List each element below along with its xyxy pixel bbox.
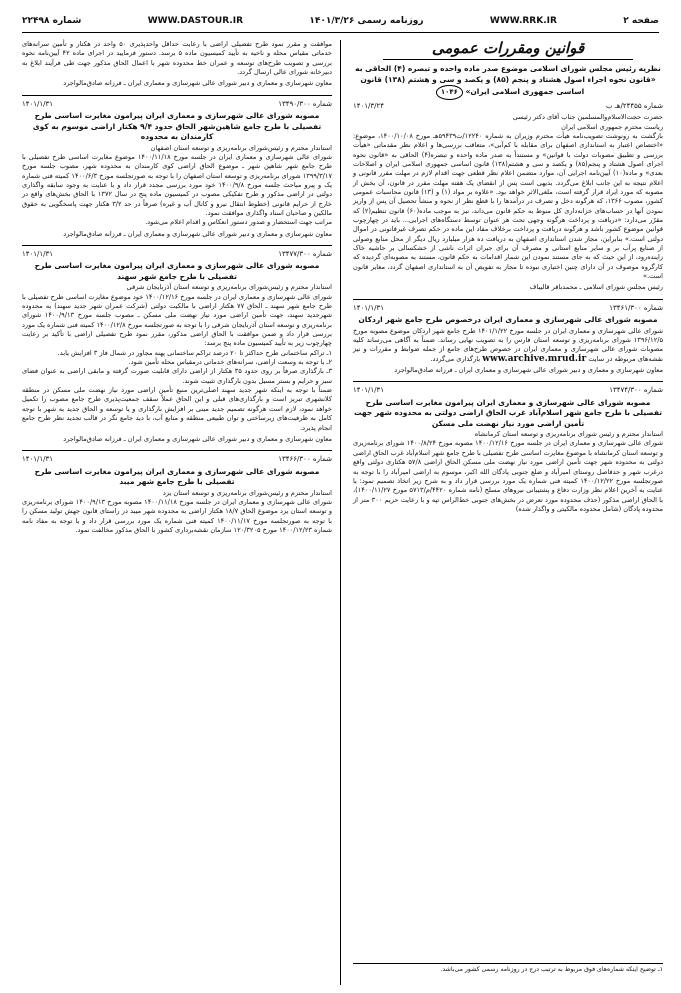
footnote: ۱ـ توضیح اینکه شماره‌های فوق مربوط به ترتیب درج در روزنامه رسمی کشور می‌باشد.	[353, 963, 663, 973]
article-ref	[22, 455, 332, 464]
addressee: استاندار محترم و رئیس‌شورای برنامه‌ریزی و توسعه استان یزد	[162, 488, 332, 497]
signature: معاون شهرسازی و معماری و دبیر شورای عالی شهرسازی و معماری ایران ـ فرزانه صادق‌مالواجرد	[63, 434, 332, 443]
separator	[22, 245, 332, 246]
separator	[353, 299, 663, 300]
article-title: مصوبه شورای عالی شهرسازی و معماری ایران پیرامون مغایرت اساسی طرح تفصیلی با طرح جامع شاهین‌شهر الحاق حدود ۹/۴ هکتار اراضی موسوم به کوی کارمندان به محدوده	[32, 111, 322, 142]
article-ref	[22, 100, 332, 109]
separator	[22, 450, 332, 451]
list-item: ۲ـ با توجه به وسعت اراضی، سرانه‌های خدماتی درمقیاس محله تأمین شود.	[128, 358, 332, 367]
article-body: شورای عالی شهرسازی و معماری ایران در جلسه مورخ ۱۴۰۰/۱۱/۱۸ موضوع مغایرت اساسی طرح تفصیلی با طرح جامع شهر شاهین شهر ـ موضوع الحاق اراضی کوی کارمندان به محدوده شهر، مصوب جلسه مورخ ۱۳۹۹/۳/۱۷ شورای برنامه‌ریزی و توسعه استان اصفهان را با توجه به صورتجلسه مورخ ۱۴۰۰/۶/۳ کمیته فنی شماره یک و پیرو مباحث جلسه مورخ ۱۴۰۰/۹/۸ خود مورد بررسی مجدد قرار داد و با عنایت به وجود سابقه واگذاری دولتی در اراضی مذکور و طرح تفکیکی مصوب در کمیسیون ماده پنج در سال ۱۳۷۲ با الحاق بخش‌های واقع در خارج از حرایم قانونی (خطوط انتقال نیرو و کانال آب و غیره) صرفاً در حد ۳/۲ هکتار جهت پاسخگویی به حقوق مالکین و صاحبان اسناد واگذاری موافقت نمود.	[22, 152, 333, 217]
ref-number: شماره ۱۳۴۷۴/۳۰۰	[609, 386, 663, 395]
article-body: شورای عالی شهرسازی و معماری ایران در جلسه مورخ ۱۴۰۱/۱/۲۲ طرح جامع شهر اردکان موضوع مصوبه مورخ ۱۳۹۶/۱۲/۵ شورای برنامه‌ریزی و توسعه استان فارس را به تصویب نهایی رساند. ضمناً به آگاهی می‌رساند کلیه مصوبات شورای عالی شهرسازی و معماری ایران در خصوص طرح‌های جامع از جمله ضوابط و مقررات و نیز نقشه‌های مربوطه در سایت www.archive.mrud.ir بارگذاری می‌گردد.	[353, 326, 663, 364]
page-number: صفحه ۲	[623, 16, 659, 26]
article-title: مصوبه شورای عالی شهرسازی و معماری ایران پیرامون مغایرت اساسی طرح تفصیلی با طرح جامع شهر اسلام‌آباد غرب الحاق اراضی دولتی به محدوده شهر جهت تأمین اراضی مورد نیاز نهضت ملی مسکن	[353, 397, 663, 428]
left-column	[22, 40, 332, 535]
article-body: موافقت و مقرر نمود طرح تفصیلی اراضی با رعایت حداقل واحدپذیری ۵۰ واحد در هکتار و تأمین سرانه‌های خدماتی مقیاس محله و ناحیه به تأیید کمیسیون ماده ۵ برسد. دستور فرمایید در اجرای ماده ۴۲ آیین‌نامه نحوه بررسی و تصویب طرح‌های توسعه و عمران خط محدوده شهر با اعمال الحاق مذکور جهت طی فرآیند ابلاغ به دبیرخانه شورای عالی ارسال گردد.	[22, 40, 332, 77]
article-ref	[353, 304, 663, 313]
separator	[353, 381, 663, 382]
article-ref	[22, 250, 332, 259]
ref-date: ۱۴۰۱/۱/۳۱	[353, 303, 385, 312]
article-body: شورای عالی شهرسازی و معماری ایران در جلسه مورخ ۱۴۰۰/۱۲/۱۶ خود موضوع مغایرت اساسی طرح تفصیلی با طرح جامع شهر سهند ـ الحاق ۷۷ هکتار اراضی با مالکیت دولتی (شرکت عمران شهر جدید سهند) به محدوده شهرجدید سهند، جهت تأمین اراضی مورد نیاز نهضت ملی مسکن ـ مصوب جلسه مورخ ۱۴۰۰/۹/۱۳ شورای برنامه‌ریزی و توسعه استان آذربایجان شرقی را با توجه به صورتجلسه مورخ ۱۴۰۰/۱۲/۸ کمیته فنی شماره یک مورد بررسی قرار داد و ضمن موافقت با الحاق اراضی مذکور، مقرر نمود طرح تفصیلی اراضی با تأکید بر رعایت چهارچوب زیر به تأیید کمیسیون ماده پنج برسد:	[22, 292, 332, 348]
article-title: نظریه رئیس مجلس شورای اسلامی موضوع صدر ماده واحده و تبصره (۴) الحاقی به «قانون نحوه اجراء اصول هشتاد و پنجم (۸۵) و یکصد و سی و هشتم (۱۳۸) قانون اساسی جمهوری اسلامی ایران» ۱۰۴۶	[353, 64, 663, 100]
stamp-number: ۱۰۴۶	[436, 85, 463, 100]
separator	[22, 95, 332, 96]
article-body: مراتب جهت استحضار و صدور دستور انعکاس و اقدام اعلام می‌شود.	[145, 218, 332, 227]
list-item: ۱ـ تراکم ساختمانی طرح حداکثر تا ۲۰ درصد تراکم ساختمانی پهنه مجاور در شمال فاز ۳ افزایش یابد.	[57, 348, 332, 357]
signature: رئیس مجلس شورای اسلامی ـ محمدباقر قالیباف	[529, 283, 663, 292]
ref-number: شماره ۱۳۴۶۶/۳۰۰	[278, 455, 332, 464]
article-title: مصوبه شورای عالی شهرسازی و معماری ایران پیرامون مغایرت اساسی طرح تفصیلی با طرح جامع شهر سهند	[34, 261, 320, 281]
header-rule	[22, 32, 659, 33]
ref-number: شماره ۱۳۴۹۰/۳۰۰	[278, 99, 332, 108]
article-body: شورای عالی شهرسازی و معماری ایران در جلسه مورخ ۱۴۰۰/۱۱/۱۸ مصوبه مورخ ۱۴۰۰/۹/۱۳ شورای برنامه‌ریزی و توسعه استان یزد موضوع الحاق ۱۸/۷ هکتار اراضی به محدوده شهر میبد در راستای قانون جهش تولید مسکن را با توجه به صورتجلسه مورخ ۱۴۰۰/۱۱/۱۷ کمیته فنی شماره یک مورد بررسی قرار داد و با توجه به مفاد نامه شماره ۱۴۰۰/۱۲/۲۳ مورخ ۱۲۰/۳۲۰۵ سازمان نقشه‌برداری کشور با الحاق مذکور مخالفت نمود.	[22, 497, 333, 534]
article-ref	[353, 102, 663, 111]
page-header	[22, 12, 659, 30]
addressee: استاندار محترم و رئیس شورای برنامه‌ریزی و توسعه استان کرمانشاه	[474, 430, 663, 439]
site-link-rrk[interactable]: WWW.RRK.IR	[489, 16, 557, 26]
addressee: استاندار محترم و رئیس‌شورای برنامه‌ریزی و توسعه استان آذربایجان شرقی	[126, 283, 332, 292]
signature: معاون شهرسازی و معماری و دبیر شورای عالی شهرسازی و معماری ایران ـ فرزانه صادق‌مالواجرد	[63, 229, 332, 238]
ref-number: شماره ۱۳۴۶۱/۳۰۰	[609, 303, 663, 312]
article-body: شورای عالی شهرسازی و معماری ایران در جلسه مورخ ۱۴۰۰/۱۲/۱۶ مصوبه مورخ ۱۴۰۰/۸/۲۴ شورای برنامه‌ریزی و توسعه استان کرمانشاه با موضوع مغایرت اساسی طرح تفصیلی با طرح جامع شهر اسلام‌آباد غرب الحاق اراضی دولتی به محدوده شهر جهت تأمین اراضی مورد نیاز نهضت ملی مسکن الحاق اراضی ۵۷/۸ هکتاری دولتی واقع درغرب شهر و حدفاصل روستای امیرآباد و ضلع جنوبی پادگان الله اکبر، موسوم به اراضی امیرآباد را با توجه به صورتجلسه مورخ ۱۴۰۰/۱۲/۲۲ کمیته فنی شماره یک مورد بررسی قرار داد و به شرح زیر اتخاذ تصمیم نمود: با عنایت به آخرین اعلام نظر وزارت دفاع و پشتیبانی نیروهای مسلح (نامه شماره ۴۴۲۰/م/۵۷۱۳ مورخ ۱۴۰۰/۱۱/۲۷)، با الحاق اراضی مذکور (حذف محدوده مورد تعرض در بخش‌های جنوبی خط‌الراس تپه و با رعایت حریم ۳۰۰ متر از محدوده پادگان (شامل محدوده مالکیتی و واگذار شده)	[353, 439, 664, 513]
ref-number: شماره ۱۳۴۷۷/۳۰۰	[278, 250, 332, 258]
ref-date: ۱۴۰۱/۱/۳۱	[22, 250, 54, 258]
article-title: مصوبه شورای عالی شهرسازی و معماری ایران پیرامون مغایرت اساسی طرح تفصیلی با طرح جامع شهر میبد	[34, 466, 320, 487]
issue-date: روزنامه رسمی ۱۴۰۱/۳/۲۶	[309, 16, 424, 26]
ref-date: ۱۴۰۱/۱/۳۱	[22, 99, 54, 108]
article-body: ضمناً با توجه به اینکه شهر جدید سهند اصلی‌ترین منبع تأمین اراضی مورد نیاز نهضت ملی مسکن در منطقه کلانشهری تبریز است و بارگذاری‌های قبلی و این الحاق عملاً سقف جمعیت‌پذیری طرح جامع مصوب را تکمیل خواهد نمود، لازم است هرگونه تصمیم جدید مبنی بر افزایش بارگذاری و یا توسعه و الحاق جدید به شهر با توجه کامل به ظرفیت‌های زیرساختی و توان طبیعی منطقه و منابع آب، با دید جامع نگر در قالب تجدید نظر طرح جامع انجام پذیرد.	[22, 386, 332, 432]
addressee: حضرت حجت‌الاسلام‌والمسلمین جناب آقای دکتر رئیسی	[512, 113, 663, 122]
site-link-dastour[interactable]: WWW.DASTOUR.IR	[147, 16, 244, 26]
section-ribbon: قوانین ومقررات عمومی	[431, 39, 585, 57]
list-item: ۳ـ بارگذاری صرفاً بر روی حدود ۳۵ هکتار از اراضی دارای قابلیت صورت گرفته و مابقی اراضی به عنوان فضای سبز و حرایم و بستر مسیل بدون بارگذاری تثبیت شوند.	[22, 367, 332, 385]
ref-number: شماره ۲۴۴۵۵/هـ ب	[605, 101, 663, 110]
archive-link[interactable]: www.archive.mrud.ir	[482, 353, 587, 364]
ref-date: ۱۴۰۱/۱/۳۱	[22, 455, 54, 464]
signature: معاون شهرسازی و معماری و دبیر شورای عالی شهرسازی و معماری ایران ـ فرزانه صادق‌مالواجرد	[63, 79, 332, 88]
article-ref	[353, 386, 663, 395]
column-divider	[340, 40, 341, 985]
right-column	[353, 40, 663, 514]
article-title: مصوبه شورای عالی شهرسازی و معماری ایران درخصوص طرح جامع شهر اردکان	[358, 315, 658, 325]
addressee: استاندار محترم و رئیس‌شورای برنامه‌ریزی و توسعه استان اصفهان	[150, 143, 332, 152]
ribbon-rule	[383, 59, 633, 60]
signature: معاون شهرسازی و معماری و دبیر شورای عالی شهرسازی و معماری ایران ـ فرزانه صادق‌مالواجرد	[394, 365, 663, 374]
ref-date: ۱۴۰۱/۳/۲۴	[353, 101, 385, 110]
addressee: ریاست محترم جمهوری اسلامی ایران	[561, 122, 663, 131]
issue-number: شماره ۲۲۴۹۸	[22, 16, 82, 26]
article-body: بازگشت به رونوشت تصویب‌نامه هیأت محترم وزیران به شماره ۱۲۲۴۰/ت۵۹۴۳۹هـ مورخ ۱۴۰۰/۱۰/۰۸، موضوع: «اختصاص اعتبار به استانداری اصفهان برای مقابله با کم‌آبی»، متعاقب بررسی‌ها و اعلام نظر مقدماتی «هیأت بررسی و تطبیق مصوبات دولت با قوانین» و مستنداً به صدر ماده واحده و تبصره(۴) الحاقی به «قانون نحوه اجرای اصول هشتاد و پنجم(۸۵) و یکصد و سی و هشتم(۱۳۸) قانون اساسی جمهوری اسلامی ایران و اصلاحات بعدی» و ماده(۱۰) آیین‌نامه اجرایی آن، موارد متضمن اعلام نظر قطعی جهت اقدام لازم در مهلت مقرر قانونی و اعلام نتیجه به این جانب ابلاغ می‌گردد. بدیهی است پس از انقضای یک هفته مهلت مقرر در قانون، آن بخش از مصوبه که مورد ایراد قرار گرفته است، ملغی‌الاثر خواهد بود. «علاوه بر مواد (۱) و (۱۳) قانون محاسبات عمومی کشور، مصوب ۱۳۶۶، که هرگونه دخل و تصرف در درآمدها را با قطع نظر از نحوه و منشأ تحصیل آن پس از واریز نمودن آنها در حساب‌های خزانه‌داری کل منوط به حکم قانون می‌داند، نیز به موجب ماده(۶۰) قانون تنظیم(۲) که مقرّر می‌دارد: «دریافت و پرداخت هرگونه وجهی تحت هر عنوان توسط دستگاه‌های اجرایی... باید در چهارچوب قوانین موضوع کشور باشد و هرگونه دریافت و پرداخت برخلاف مفاد این ماده در حکم تصرف غیرقانونی در اموال دولتی است.» بنابراین، مجاز شدن استانداری اصفهان به دریافت ده هزار میلیارد ریال دیگر از محل منابع وصولی از صنایع پرآب بر و سایر منابع استانی و مصرف آن برای جبران اثرات ناشی از خشکسالی بر حاشیه خاک زاینده‌رود، از این حیث که به جای مستند نمودن این شمار اقدامات به حکم قانون، مستند به مصوبه‌ای گردیده که کارگروه موصوف در آن دارای چنین اختیاری نبوده تا مجاز به تفویض آن به استانداری اصفهان گردد، مغایر قانون است.»	[353, 131, 664, 281]
ref-date: ۱۴۰۱/۱/۳۱	[353, 386, 385, 395]
